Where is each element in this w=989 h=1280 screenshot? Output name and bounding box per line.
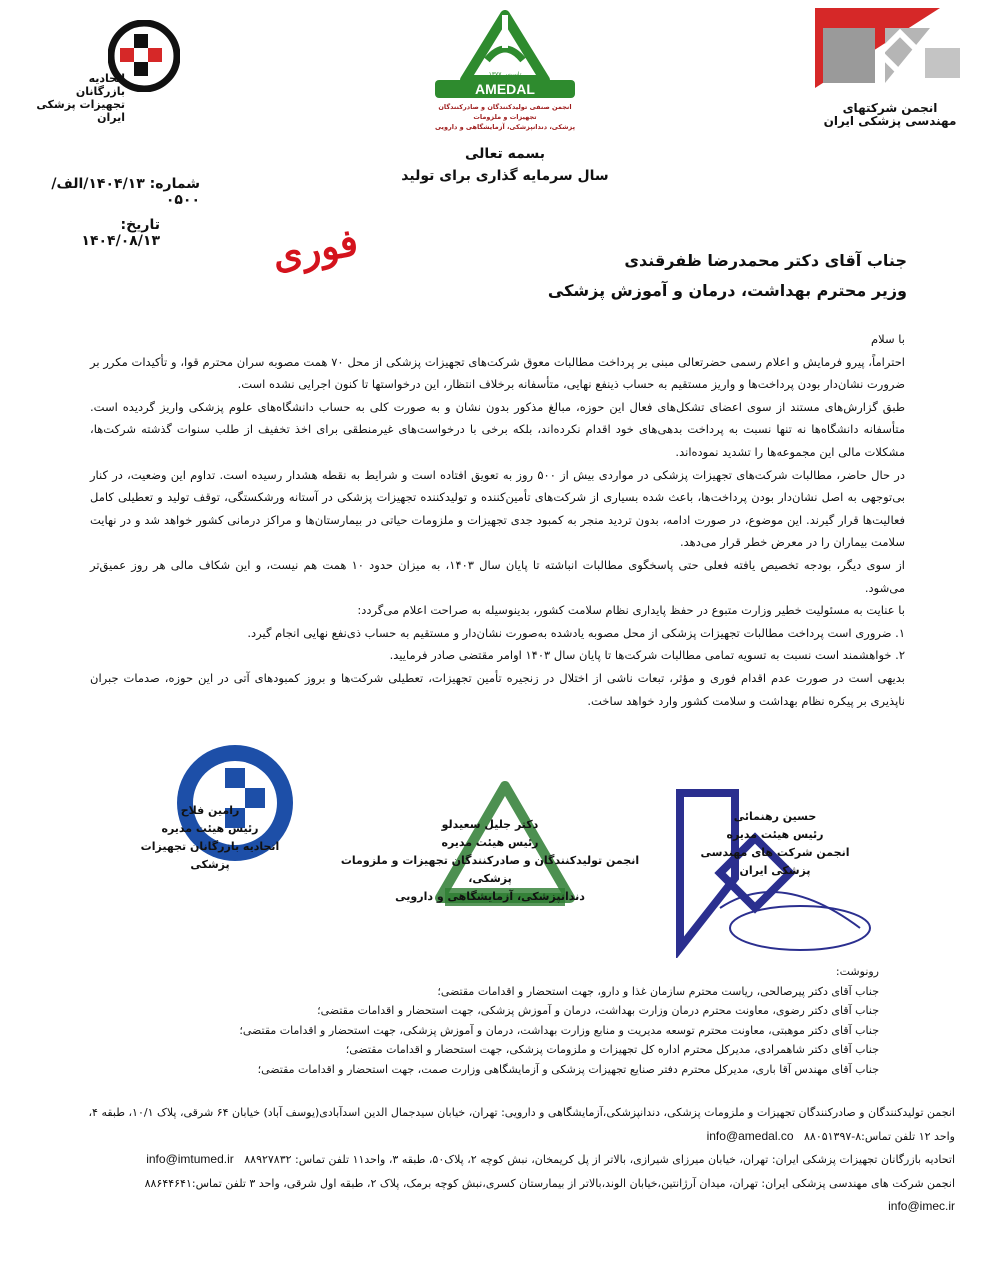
imec-logo-line2: مهندسی پزشکی ایران	[823, 114, 957, 128]
paragraph-1: احتراماً، پیرو فرمایش و اعلام رسمی حضرتعالی مبنی بر پرداخت مطالبات معوق شرکت‌های تجهیزات پزشکی از محل ۷۰ همت مصوبه سران محترم قوا، و تأکیدات مکرر بر ضرورت نشان‌دار بودن پرداخت‌ها و واریز مستقیم به حساب ذینفع نهایی، متأسفانه برخلاف انتظار، این درخواستها تا کنون اجرایی نشده است.	[90, 354, 905, 392]
footer-imtumed-address: اتحادیه بازرگانان تجهیزات پزشکی ایران: تهران، خیابان میرزای شیرازی، بالاتر از پل کریمخان، نبش کوچه ۲، پلاک۵۰، طبقه ۳، واحد۱۱ تلفن تماس: ۸۸۹۲۷۸۳۲	[244, 1153, 955, 1166]
cc-label: رونوشت:	[835, 965, 879, 978]
signature-right-org1: انجمن شرکت های مهندسی	[700, 846, 850, 859]
paragraph-5: با عنایت به مسئولیت خطیر وزارت متبوع در حفظ پایداری نظام سلامت کشور، بدینوسیله به صراحت اعلام می‌گردد:	[357, 603, 905, 618]
amedal-logo-year: تاسیس ۱۳۷۷	[488, 71, 522, 78]
signature-right-name: حسین رهنمائی	[733, 810, 817, 823]
signature-right	[650, 808, 900, 880]
cc-item: جناب آقای دکتر رضوی، معاونت محترم درمان وزارت بهداشت، درمان و آموزش پزشکی، جهت استحضار و اقدامات مقتضی؛	[317, 1004, 879, 1017]
paragraph-2: طبق گزارش‌های مستند از سوی اعضای تشکل‌های فعال این حوزه، مبالغ مذکور بدون نشان و به صورت کلی به حساب دانشگاه‌های علوم پزشکی واریز گردیده است. متأسفانه دانشگاه‌ها نه تنها نسبت به پرداخت بدهی‌های خود اقدام نکرده‌اند، بلکه برخی با درخواست‌های غیرمنطقی برای اخذ تخفیف از طلب سنوات گذشته شرکت‌ها، مشکلات مالی این مجموعه‌ها را تشدید نموده‌اند.	[90, 399, 905, 459]
list-item-1: ۱. ضروری است پرداخت مطالبات تجهیزات پزشکی از محل مصوبه یادشده به‌صورت نشان‌دار و مستقیم به حساب ذی‌نفع نهایی انجام گیرد.	[247, 625, 905, 640]
signature-middle-org2: دندانپزشکی، آزمایشگاهی و دارویی	[395, 890, 585, 903]
letter-body	[90, 328, 905, 712]
cc-item: جناب آقای دکتر شاهمرادی، مدیرکل محترم اداره کل تجهیزات و ملزومات پزشکی، جهت استحضار و اقدامات مقتضی؛	[345, 1043, 879, 1056]
imtumed-logo-line1: اتحادیه	[88, 72, 125, 85]
amedal-caption-line1: انجمن صنفی تولیدکنندگان و صادرکنندگان تجهیزات و ملزومات	[438, 103, 572, 121]
signature-left-org1: اتحادیه بازرگانان تجهیزات	[140, 840, 280, 853]
signature-middle-title: رئیس هیئت مدیره	[441, 836, 539, 849]
paragraph-4: از سوی دیگر، بودجه تخصیص یافته فعلی حتی پاسخگوی مطالبات انباشته تا پایان سال ۱۴۰۳، به میزان حدود ۱۰ همت هم نیست، و این شکاف مالی هر روز عمیق‌تر می‌شود.	[90, 557, 905, 595]
imtumed-logo-line3: تجهیزات پزشکی ایران	[36, 98, 125, 124]
letter-date-value: ۱۴۰۴/۰۸/۱۳	[81, 233, 160, 249]
signature-middle-org1: انجمن تولیدکنندگان و صادرکنندگان تجهیزات و ملزومات پزشکی،	[340, 854, 640, 885]
signature-left-name: رامین فلاح	[180, 804, 240, 817]
imec-logo-mark	[815, 8, 965, 98]
addressee-name: جناب آقای دکتر محمدرضا ظفرقندی	[624, 251, 907, 270]
imec-logo	[815, 8, 965, 138]
paragraph-6: بدیهی است در صورت عدم اقدام فوری و مؤثر، تبعات ناشی از اختلال در زنجیره تأمین تجهیزات، تعطیلی شرکت‌ها و بروز کمبودهای آتی در این حوزه، صدمات جبران ناپذیری بر پیکره نظام بهداشت و سلامت کشور وارد خواهد ساخت.	[90, 670, 905, 708]
footer-amedal-email[interactable]: info@amedal.co	[706, 1128, 794, 1143]
bismillah: بسمه تعالی	[464, 146, 546, 162]
urgent-stamp: فوری	[268, 218, 362, 279]
cc-item: جناب آقای دکتر موهبتی، معاونت محترم توسعه مدیریت و منابع وزارت بهداشت، درمان و آموزش پزشکی، جهت استحضار و اقدامات مقتضی؛	[239, 1023, 879, 1037]
letter-number-label: شماره:	[149, 176, 200, 192]
imtumed-logo-line2: بازرگانان	[75, 85, 125, 98]
letter-number-value: ۱۴۰۴/۱۳/الف/۰۵۰۰	[51, 176, 200, 208]
footer-imtumed-email[interactable]: info@imtumed.ir	[146, 1152, 234, 1166]
letter-date	[40, 217, 160, 249]
footer-imec-email[interactable]: info@imec.ir	[888, 1199, 955, 1213]
imtumed-logo	[30, 20, 180, 124]
signature-right-title: رئیس هیئت مدیره	[726, 828, 824, 841]
amedal-logo-mark	[425, 10, 585, 98]
imec-logo-line1: انجمن شرکتهای	[842, 101, 938, 115]
footer-imec-address: انجمن شرکت های مهندسی پزشکی ایران: تهران، میدان آرژانتین،خیابان الوند،بالاتر از بیمارستان کسری،نبش کوچه برمک، پلاک ۲، طبقه اول شرقی، واحد ۳ تلفن تماس:۸۸۶۴۴۶۴۱	[144, 1176, 955, 1190]
signature-left-title: رئیس هیئت مدیره	[161, 822, 259, 835]
list-item-2: ۲. خواهشمند است نسبت به تسویه تمامی مطالبات شرکت‌ها تا پایان سال ۱۴۰۳ اوامر مقتضی صادر فرمایید.	[389, 648, 905, 663]
amedal-logo-word: AMEDAL	[475, 81, 535, 97]
signature-middle	[325, 816, 655, 906]
signature-middle-name: دکتر جلیل سعیدلو	[441, 818, 539, 831]
year-motto: سال سرمایه گذاری برای تولید	[401, 168, 609, 184]
footer-amedal-contact	[30, 1125, 955, 1149]
signature-left	[90, 802, 330, 874]
footer-imtumed	[30, 1148, 955, 1172]
letter-number	[40, 176, 200, 208]
cc-list	[79, 962, 879, 1079]
amedal-caption-line2: پزشکی، دندانپزشکی، آزمایشگاهی و دارویی	[434, 123, 576, 131]
cc-item: جناب آقای دکتر پیرصالحی، ریاست محترم سازمان غذا و دارو، جهت استحضار و اقدامات مقتضی؛	[437, 984, 879, 998]
paragraph-3: در حال حاضر، مطالبات شرکت‌های تجهیزات پزشکی در مواردی بیش از ۵۰۰ روز به تعویق افتاده است و شرایط به نقطه هشدار رسیده است. تداوم این وضعیت، در کنار بی‌توجهی به اصل نشان‌دار بودن پرداخت‌ها، باعث شده بسیاری از شرکت‌های تأمین‌کننده و تولیدکننده تجهیزات پزشکی در آستانه ورشکستگی، توقف تولید و تعطیلی کامل فعالیت‌ها قرار گیرند. این موضوع، در صورت ادامه، بدون تردید منجر به کمبود جدی تجهیزات و ملزومات حیاتی در بیمارستان‌ها و مراکز درمانی کشور خواهد شد و در نهایت سلامت بیماران را در معرض خطر قرار می‌دهد.	[90, 467, 905, 550]
addressee-title: وزیر محترم بهداشت، درمان و آموزش پزشکی	[547, 281, 907, 300]
signature-left-org2: پزشکی	[190, 858, 230, 871]
amedal-logo	[425, 10, 585, 135]
footer	[30, 1101, 955, 1219]
signature-right-org2: پزشکی ایران	[739, 864, 811, 877]
cc-item: جناب آقای مهندس آقا باری، مدیرکل محترم دفتر صنایع تجهیزات پزشکی و آزمایشگاهی وزارت صمت، جهت استحضار و اقدامات مقتضی؛	[257, 1062, 879, 1076]
footer-amedal-address: انجمن تولیدکنندگان و صادرکنندگان تجهیزات و ملزومات پزشکی، دندانپزشکی،آزمایشگاهی و دارویی: تهران، خیابان سیدجمال الدین اسدآبادی(یوسف آباد) خیابان ۶۴ شرقی، پلاک ۱۰/۱، طبقه ۴،	[88, 1106, 955, 1119]
signatures-area	[90, 738, 890, 958]
salutation: با سلام	[871, 332, 905, 346]
letter-date-label: تاریخ:	[120, 217, 160, 233]
footer-amedal-phone: واحد ۱۲ تلفن تماس:۸-۸۸۰۵۱۳۹۷	[804, 1129, 955, 1143]
